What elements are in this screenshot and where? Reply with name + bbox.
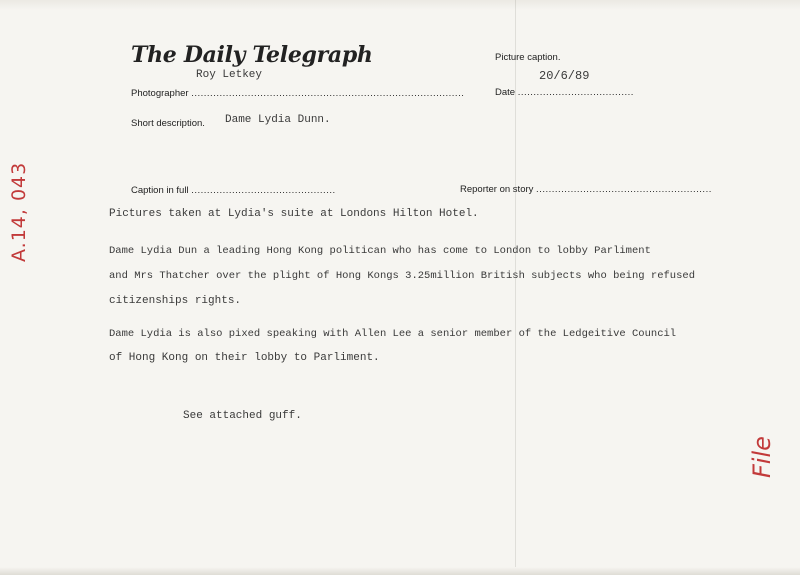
date-dots: ..................................... (517, 87, 634, 98)
caption-line-2: Dame Lydia Dun a leading Hong Kong politican who has come to London to lobby Parliment (109, 245, 651, 257)
reporter-dots: ........................................................ (536, 184, 712, 195)
top-edge (0, 0, 800, 10)
caption-in-full-label (131, 185, 336, 196)
caption-line-6: of Hong Kong on their lobby to Parliment. (109, 352, 380, 364)
caption-dots: .............................................. (191, 185, 336, 196)
photographer-value: Roy Letkey (196, 69, 263, 81)
date-value: 20/6/89 (539, 69, 590, 83)
handwritten-file-note: File (748, 436, 776, 478)
reporter-label (460, 184, 712, 195)
caption-line-5: Dame Lydia is also pixed speaking with Allen Lee a senior member of the Ledgeitive Council (109, 328, 677, 340)
short-description-label: Short description. (131, 118, 205, 129)
short-description-value: Dame Lydia Dunn. (225, 114, 331, 126)
reporter-label-text: Reporter on story (460, 184, 534, 195)
photographer-dots: ....................................................................................... (191, 88, 465, 99)
caption-line-7: See attached guff. (183, 410, 302, 422)
photographer-label-text: Photographer (131, 88, 189, 99)
bottom-edge (0, 567, 800, 575)
photographer-label (131, 88, 464, 99)
caption-line-3: and Mrs Thatcher over the plight of Hong Kongs 3.25million British subjects who being refused (109, 270, 695, 282)
date-label-text: Date (495, 87, 516, 98)
handwritten-reference: A.14, 043 (8, 161, 30, 262)
caption-in-full-text: Caption in full (131, 185, 189, 196)
masthead-logo: The Daily Telegraph (131, 42, 373, 68)
date-label (495, 87, 634, 98)
caption-line-4: citizenships rights. (109, 295, 242, 307)
picture-caption-label: Picture caption. (495, 52, 561, 63)
caption-line-1: Pictures taken at Lydia's suite at Londons Hilton Hotel. (109, 208, 479, 220)
